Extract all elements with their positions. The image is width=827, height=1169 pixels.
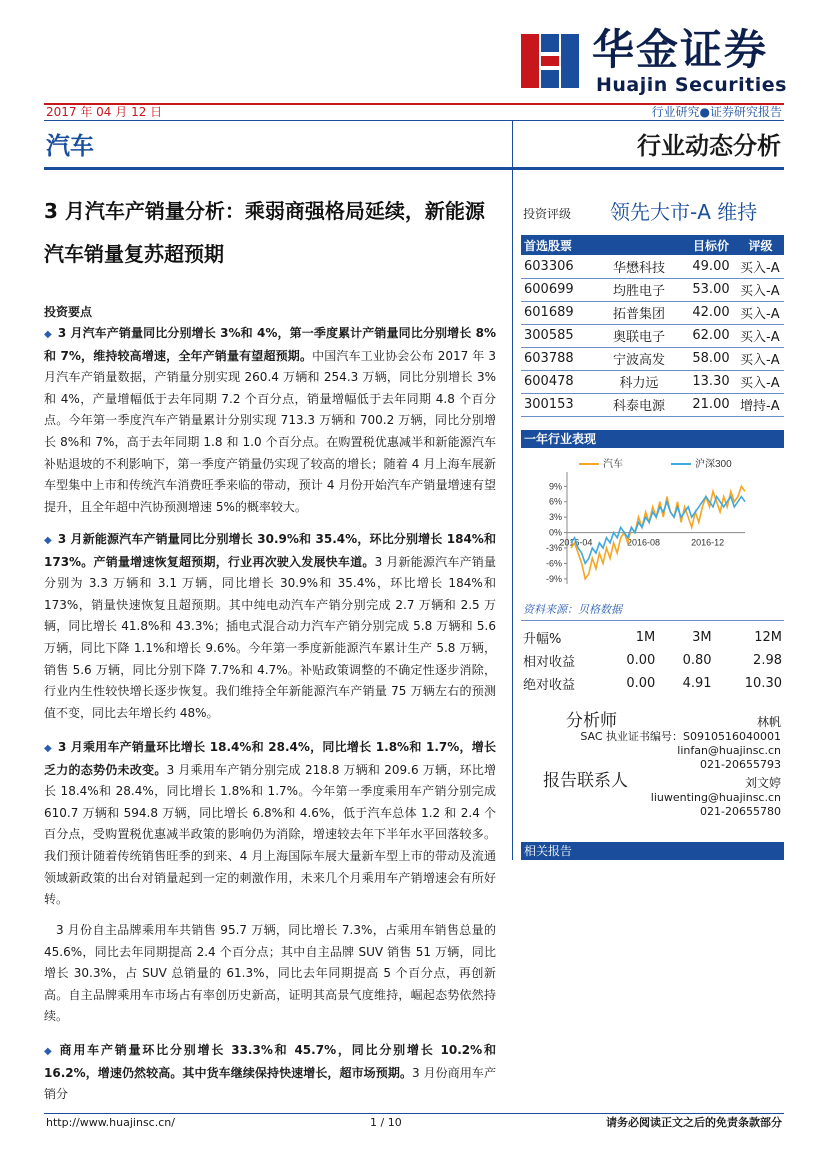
stock-code: 300585 xyxy=(521,324,593,347)
table-header: 评级 xyxy=(737,235,784,255)
analyst-email[interactable]: linfan@huajinsc.cn xyxy=(677,744,781,757)
y-tick-label: -9% xyxy=(545,573,562,584)
stock-rating: 买入-A xyxy=(737,278,784,301)
contact-name: 刘文婷 xyxy=(744,776,781,790)
rating-value: 领先大市-A 维持 xyxy=(610,200,758,224)
sector-label: 汽车 xyxy=(46,132,94,160)
y-tick-label: 0% xyxy=(548,527,562,538)
rating-label: 投资评级 xyxy=(523,207,572,221)
analyst-name: 林帆 xyxy=(756,715,781,729)
analyst-phone: 021-20655793 xyxy=(700,758,781,771)
paragraph-body: 3 月份自主品牌乘用车共销售 95.7 万辆，同比增长 7.3%，占乘用车销售总量的 45.6%，同比去年同期提高 2.4 个百分点；其中自主品牌 SUV 销售 51 万辆，同比增长 30.3%，占 SUV 总销量的 61.3%，同比去年同期提高 5 个百分点，再创新高。自主品牌乘用车市场占有率创历史新高，证明其高景气度维持，崛起态势依然持续。 xyxy=(44,923,496,1024)
brand-name-cn: 华金证券 xyxy=(592,25,769,74)
analyst-cert: SAC 执业证书编号：S0910516040001 xyxy=(580,730,781,743)
stock-picks-table xyxy=(521,235,784,417)
stock-rating: 买入-A xyxy=(737,301,784,324)
stock-code: 601689 xyxy=(521,301,593,324)
paragraph-body: 3 月乘用车产销分别完成 218.8 万辆和 209.6 万辆，环比增长 18.4%和 28.4%，同比增长 1.8%和 1.7%。今年第一季度乘用车产销分别完成 610.7 万辆和 594.8 万辆，同比增长 6.8%和 4.6%，低于汽车总体 1.2 和 2.4 个百分点，受购置税优惠减半政策的影响仍为消除，增速较去年下半年水平回落较多。我们预计随着传统销售旺季的到来、4 月上海国际车展大量新车型上市的带动及流通领域新政策的出台对销量起到一定的刺激作用，未来几个月乘用车产销增速会有所好转。 xyxy=(44,762,496,907)
y-tick-label: 6% xyxy=(548,496,562,507)
paragraph xyxy=(44,1040,496,1106)
table-cell: 4.91 xyxy=(682,676,712,691)
table-cell: 12M xyxy=(754,630,782,645)
stock-code: 600699 xyxy=(521,278,593,301)
paragraph xyxy=(44,529,496,724)
chart-header: 一年行业表现 xyxy=(521,430,784,448)
stock-name: 均胜电子 xyxy=(593,278,685,301)
paragraph-lead: 3 月新能源汽车产销量同比分别增长 30.9%和 35.4%，环比分别增长 184%和 173%。产销量增速恢复超预期，行业再次驶入发展快车道。 xyxy=(44,532,496,569)
brand-name-en: Huajin Securities xyxy=(596,74,787,96)
stock-rating: 买入-A xyxy=(737,347,784,370)
stock-name: 奥联电子 xyxy=(593,324,685,347)
report-title: 3 月汽车产销量分析：乘弱商强格局延续，新能源汽车销量复苏超预期 xyxy=(44,199,485,266)
y-tick-label: -3% xyxy=(545,543,562,553)
page-number: 1 / 10 xyxy=(370,1116,402,1129)
paragraph xyxy=(44,737,496,911)
report-date: 2017 年 04 月 12 日 xyxy=(46,105,163,119)
paragraph-lead: 3 月乘用车产销量环比增长 18.4%和 28.4%，同比增长 1.8%和 1.7%，增长乏力的态势仍未改变。 xyxy=(44,740,496,777)
stock-rating: 买入-A xyxy=(737,255,784,278)
footer-disclaimer: 请务必阅读正文之后的免责条款部分 xyxy=(606,1116,782,1129)
paragraph-lead: 商用车产销量环比分别增长 33.3%和 45.7%，同比分别增长 10.2%和 16.2%，增速仍然较高。其中货车继续保持快速增长，超市场预期。 xyxy=(44,1043,496,1080)
paragraph-body: 中国汽车工业协会公布 2017 年 3 月汽车产销量数据，产销量分别实现 260.4 万辆和 254.3 万辆，同比分别增长 3%和 4%，产量增幅低于去年同期 7.2 个百分点，销量增幅低于去年同期 4.8 个百分点。今年第一季度汽车产销量累计分别实现 713.3 万辆和 700.2 万辆，同比分别增长 8%和 7%，高于去年同期 1.8 和 1.0 个百分点。在购置税优惠减半和新能源汽车补贴退坡的不利影响下，第一季度产销量仍实现了较高的增长；随着 4 月上海车展新车型集中上市和传统汽车消费旺季来临的带动，预计 4 月份开始汽车产销量增速有望提升，且全年超中汽协预测增速 5%的概率较大。 xyxy=(44,348,496,514)
table-cell: 10.30 xyxy=(744,676,782,691)
footer-rule xyxy=(44,1113,784,1114)
table-header-row xyxy=(521,235,784,255)
x-tick-label: 2016-12 xyxy=(691,537,725,548)
report-type: 行业研究●证券研究报告 xyxy=(651,105,782,119)
stock-rating: 买入-A xyxy=(737,324,784,347)
y-tick-label: 3% xyxy=(548,512,562,523)
header-divider xyxy=(44,167,784,170)
stock-code: 603788 xyxy=(521,347,593,370)
diamond-bullet-icon: ◆ xyxy=(44,1046,54,1057)
paragraph-body: 3 月份商用车产销分 xyxy=(44,1065,496,1102)
diamond-bullet-icon: ◆ xyxy=(44,535,52,546)
table-header: 目标价 xyxy=(685,235,737,255)
stock-rating: 增持-A xyxy=(737,393,784,416)
stock-name: 拓普集团 xyxy=(593,301,685,324)
stock-code: 603306 xyxy=(521,255,593,278)
huajin-logo-icon xyxy=(521,34,579,88)
legend-label: 沪深300 xyxy=(695,459,732,470)
y-tick-label: -6% xyxy=(545,558,562,569)
stock-name: 宁波高发 xyxy=(593,347,685,370)
row-label: 升幅% xyxy=(523,632,562,647)
diamond-bullet-icon: ◆ xyxy=(44,743,52,754)
stock-name: 华懋科技 xyxy=(593,255,685,278)
table-row xyxy=(521,672,784,695)
row-label: 相对收益 xyxy=(523,655,576,670)
x-tick-label: 2016-04 xyxy=(559,537,593,548)
target-price: 49.00 xyxy=(685,255,737,278)
stock-code: 300153 xyxy=(521,393,593,416)
stock-name: 科泰电源 xyxy=(593,393,685,416)
target-price: 21.00 xyxy=(685,393,737,416)
table-cell: 0.00 xyxy=(626,653,656,668)
table-row xyxy=(521,370,784,393)
footer-url-link[interactable]: http://www.huajinsc.cn/ xyxy=(46,1116,175,1129)
table-row xyxy=(521,301,784,324)
key-points-heading: 投资要点 xyxy=(44,305,93,319)
column-divider xyxy=(512,120,513,860)
table-cell: 0.00 xyxy=(626,676,656,691)
performance-table xyxy=(521,626,784,695)
table-row xyxy=(521,347,784,370)
diamond-bullet-icon: ◆ xyxy=(44,329,52,340)
target-price: 13.30 xyxy=(685,370,737,393)
target-price: 42.00 xyxy=(685,301,737,324)
stock-code: 600478 xyxy=(521,370,593,393)
table-cell: 2.98 xyxy=(753,653,782,668)
paragraph-lead: 3 月汽车产销量同比分别增长 3%和 4%，第一季度累计产销量同比分别增长 8%和 7%，维持较高增速，全年产销量有望超预期。 xyxy=(44,326,496,363)
table-row xyxy=(521,255,784,278)
paragraph xyxy=(44,920,496,1028)
x-tick-label: 2016-08 xyxy=(627,537,661,548)
table-cell: 1M xyxy=(635,630,656,645)
contact-title: 报告联系人 xyxy=(543,771,628,791)
paragraph-body: 3 月新能源汽车产销量分别为 3.3 万辆和 3.1 万辆，同比增长 30.9%和 35.4%，环比增长 184%和 173%，销量快速恢复且超预期。其中纯电动汽车产销分别完成 2.7 万辆和 2.5 万辆，同比增长 41.8%和 43.3%；插电式混合动力汽车产销分别完成 5.8 万辆和 5.6 万辆，同比下降 1.1%和增长 9.6%。今年第一季度新能源汽车累计生产 5.8 万辆，销售 5.6 万辆，同比分别下降 7.7%和 4.7%。补贴政策调整的不确定性逐步消除，行业内生性较快增长逐步恢复。我们维持全年新能源汽车产销量 75 万辆左右的预测值不变，同比去年增长约 48%。 xyxy=(44,554,497,720)
table-header: 首选股票 xyxy=(521,235,593,255)
industry-performance-chart xyxy=(521,452,784,594)
table-row xyxy=(521,649,784,672)
source-rule xyxy=(521,620,784,621)
table-header-row xyxy=(521,626,784,649)
stock-rating: 买入-A xyxy=(737,370,784,393)
target-price: 62.00 xyxy=(685,324,737,347)
table-header xyxy=(593,235,685,255)
table-row xyxy=(521,393,784,416)
table-cell: 3M xyxy=(692,630,712,645)
table-row xyxy=(521,324,784,347)
stock-name: 科力远 xyxy=(593,370,685,393)
related-reports-header: 相关报告 xyxy=(521,842,784,860)
analysis-type-label: 行业动态分析 xyxy=(637,132,781,160)
contact-email[interactable]: liuwenting@huajinsc.cn xyxy=(650,791,781,804)
target-price: 58.00 xyxy=(685,347,737,370)
chart-source: 资料来源：贝格数据 xyxy=(523,603,622,616)
legend-label: 汽车 xyxy=(603,459,623,470)
y-tick-label: 9% xyxy=(548,481,562,492)
analyst-title: 分析师 xyxy=(566,711,617,731)
target-price: 53.00 xyxy=(685,278,737,301)
paragraph xyxy=(44,323,496,518)
row-label: 绝对收益 xyxy=(523,678,576,693)
table-row xyxy=(521,278,784,301)
contact-phone: 021-20655780 xyxy=(700,805,781,818)
table-cell: 0.80 xyxy=(682,653,712,668)
